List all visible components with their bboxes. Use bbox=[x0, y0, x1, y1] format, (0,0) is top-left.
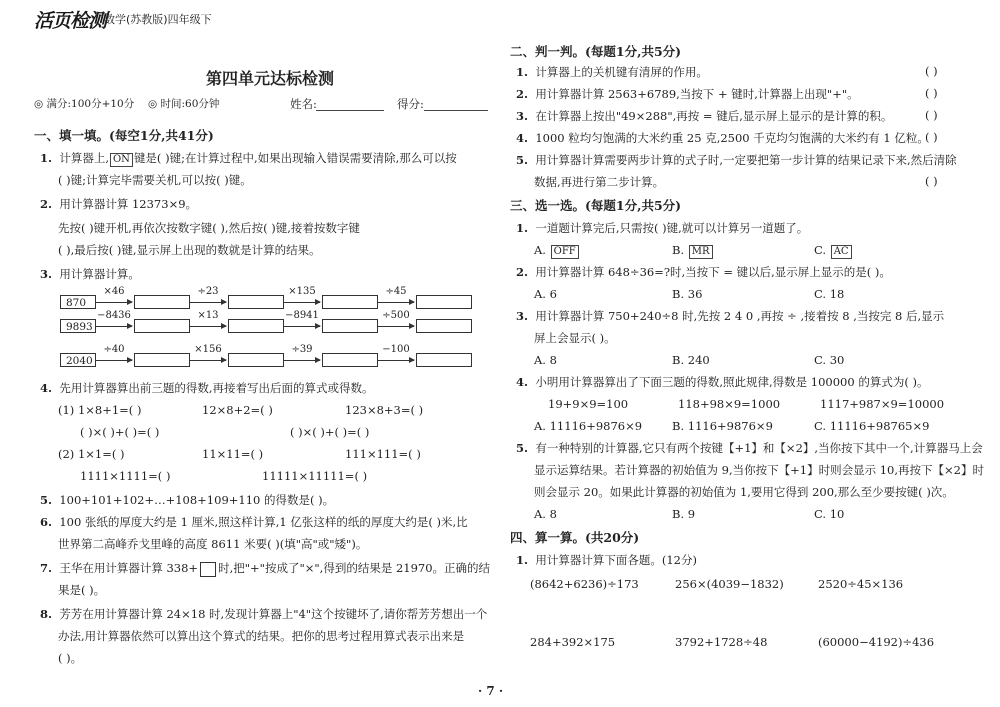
arrow-icon bbox=[378, 326, 414, 327]
choice-1-b[interactable]: B. MR bbox=[672, 242, 714, 259]
choice-1-c[interactable]: C. AC bbox=[814, 242, 853, 259]
chain-operation: ×13 bbox=[197, 310, 219, 321]
on-key-icon: ON bbox=[110, 153, 133, 167]
chain-start-box: 2040 bbox=[60, 353, 96, 367]
arrow-icon bbox=[284, 360, 320, 361]
choice-2: 2. 用计算器计算 648÷36=?时,当按下 = 键以后,显示屏上显示的是( )。 bbox=[516, 265, 891, 279]
choice-3: 3. 用计算器计算 750+240÷8 时,先按 2 4 0 ,再按 ÷ ,接着按 8 ,当按完 8 后,显示 bbox=[516, 309, 945, 323]
judge-1: 1. 计算器上的关机键有清屏的作用。 bbox=[516, 65, 708, 79]
chain-operation: ÷45 bbox=[385, 286, 407, 297]
calc-intro: 1. 用计算器计算下面各题。(12分) bbox=[516, 553, 697, 567]
choice-3-c[interactable]: C. 30 bbox=[814, 353, 845, 367]
choice-5-b[interactable]: B. 9 bbox=[672, 507, 696, 521]
chain-answer-box[interactable] bbox=[322, 319, 378, 333]
question-8-line-c: ( )。 bbox=[58, 651, 83, 665]
choice-2-b[interactable]: B. 36 bbox=[672, 287, 703, 301]
choice-4-c[interactable]: C. 11116+98765×9 bbox=[814, 419, 930, 433]
calc-2: 256×(4039−1832) bbox=[675, 577, 784, 591]
chain-answer-box[interactable] bbox=[228, 319, 284, 333]
question-2-line-b: ( ),最后按( )键,显示屏上出现的数就是计算的结果。 bbox=[58, 243, 321, 257]
q4-row2-b: ( )×( )+( )=( ) bbox=[290, 425, 370, 439]
chain-answer-box[interactable] bbox=[134, 295, 190, 309]
score-info: ◎ 满分:100分+10分 bbox=[34, 98, 135, 110]
arrow-icon bbox=[190, 326, 226, 327]
calc-6: (60000−4192)÷436 bbox=[818, 635, 935, 649]
name-field[interactable] bbox=[316, 110, 384, 111]
blank-box-icon[interactable] bbox=[200, 562, 216, 577]
chain-answer-box[interactable] bbox=[134, 353, 190, 367]
choice-1: 1. 一道题计算完后,只需按( )键,就可以计算另一道题了。 bbox=[516, 221, 809, 235]
choice-1-a[interactable]: A. OFF bbox=[534, 242, 580, 259]
section-3-title: 三、选一选。(每题1分,共5分) bbox=[510, 198, 682, 213]
choice-3-b[interactable]: B. 240 bbox=[672, 353, 710, 367]
page-number: · 7 · bbox=[478, 684, 504, 698]
choice-5-a[interactable]: A. 8 bbox=[534, 507, 557, 521]
chain-operation: ×135 bbox=[288, 286, 316, 297]
judge-1-answer[interactable]: ( ) bbox=[925, 64, 938, 78]
page-title: 第四单元达标检测 bbox=[206, 69, 335, 88]
judge-2-answer[interactable]: ( ) bbox=[925, 86, 938, 100]
chain-operation: ×156 bbox=[194, 344, 222, 355]
choice-5: 5. 有一种特别的计算器,它只有两个按键【+1】和【×2】,当你按下其中一个,计算器马上会 bbox=[516, 441, 983, 455]
question-4: 4. 先用计算器算出前三题的得数,再接着写出后面的算式或得数。 bbox=[40, 381, 374, 395]
q4-row4-a: 1111×1111=( ) bbox=[80, 469, 171, 483]
question-6-cont: 世界第二高峰乔戈里峰的高度 8611 米要( )(填"高"或"矮")。 bbox=[58, 537, 368, 551]
q4-row3-c: 111×111=( ) bbox=[345, 447, 421, 461]
section-4-title: 四、算一算。(共20分) bbox=[510, 530, 640, 545]
choice-5-c[interactable]: C. 10 bbox=[814, 507, 845, 521]
choice-3-cont: 屏上会显示( )。 bbox=[534, 331, 616, 345]
choice-4-b[interactable]: B. 1116+9876×9 bbox=[672, 419, 773, 433]
ac-key-icon: AC bbox=[831, 245, 852, 259]
question-1: 1. 计算器上, ON 键是( )键;在计算过程中,如果出现输入错误需要清除,那么可以按 bbox=[40, 151, 457, 165]
choice-5-line-c: 则会显示 20。如果此计算器的初始值为 1,要用它得到 200,那么至少要按键( )次。 bbox=[534, 485, 954, 499]
choice-3-a[interactable]: A. 8 bbox=[534, 353, 557, 367]
off-key-icon: OFF bbox=[551, 245, 579, 259]
question-2: 2. 用计算器计算 12373×9。 bbox=[40, 197, 198, 211]
chain-answer-box[interactable] bbox=[416, 353, 472, 367]
chain-operation: −8436 bbox=[97, 310, 131, 321]
arrow-icon bbox=[190, 302, 226, 303]
judge-5-cont: 数据,再进行第二步计算。 bbox=[534, 175, 665, 189]
chain-operation: ×46 bbox=[103, 286, 125, 297]
grade-field[interactable] bbox=[424, 110, 488, 111]
chain-answer-box[interactable] bbox=[134, 319, 190, 333]
question-1-cont: ( )键;计算完毕需要关机,可以按( )键。 bbox=[58, 173, 252, 187]
brand-logo: 活页检测 bbox=[34, 10, 107, 32]
arrow-icon bbox=[190, 360, 226, 361]
chain-start-box: 9893 bbox=[60, 319, 96, 333]
arrow-icon bbox=[378, 360, 414, 361]
subject-label: 数学(苏教版)四年级下 bbox=[104, 13, 212, 26]
question-2-line-a: 先按( )键开机,再依次按数字键( ),然后按( )键,接着按数字键 bbox=[58, 221, 360, 235]
mr-key-icon: MR bbox=[689, 245, 713, 259]
grade-label: 得分: bbox=[397, 97, 424, 111]
chain-start-box: 870 bbox=[60, 295, 96, 309]
q4-row3-b: 11×11=( ) bbox=[202, 447, 264, 461]
q4-row4-b: 11111×11111=( ) bbox=[262, 469, 368, 483]
arrow-icon bbox=[96, 326, 132, 327]
question-7-cont: 果是( )。 bbox=[58, 583, 106, 597]
chain-operation: ÷23 bbox=[197, 286, 219, 297]
chain-operation: ÷40 bbox=[103, 344, 125, 355]
q4-row2-a: ( )×( )+( )=( ) bbox=[80, 425, 160, 439]
arrow-icon bbox=[378, 302, 414, 303]
arrow-icon bbox=[284, 326, 320, 327]
calc-5: 3792+1728÷48 bbox=[675, 635, 768, 649]
choice-2-a[interactable]: A. 6 bbox=[534, 287, 557, 301]
question-8: 8. 芳芳在用计算器计算 24×18 时,发现计算器上"4"这个按键坏了,请你帮芳芳想出一个 bbox=[40, 607, 488, 621]
arrow-icon bbox=[284, 302, 320, 303]
chain-operation: −8941 bbox=[285, 310, 319, 321]
question-8-line-b: 办法,用计算器依然可以算出这个算式的结果。把你的思考过程用算式表示出来是 bbox=[58, 629, 465, 643]
chain-answer-box[interactable] bbox=[228, 353, 284, 367]
judge-5: 5. 用计算器计算需要两步计算的式子时,一定要把第一步计算的结果记录下来,然后清除 bbox=[516, 153, 957, 167]
chain-operation: ÷39 bbox=[291, 344, 313, 355]
choice-4-eq1: 19+9×9=100 bbox=[548, 397, 629, 411]
choice-4-eq3: 1117+987×9=10000 bbox=[820, 397, 945, 411]
chain-answer-box[interactable] bbox=[416, 319, 472, 333]
question-5: 5. 100+101+102+…+108+109+110 的得数是( )。 bbox=[40, 493, 335, 507]
chain-answer-box[interactable] bbox=[322, 295, 378, 309]
calc-4: 284+392×175 bbox=[530, 635, 616, 649]
q4-row1-c: 123×8+3=( ) bbox=[345, 403, 424, 417]
judge-4-answer[interactable]: ( ) bbox=[925, 130, 938, 144]
choice-5-line-b: 显示运算结果。若计算器的初始值为 9,当你按下【+1】时则会显示 10,再按下【×2】时 bbox=[534, 463, 984, 477]
arrow-icon bbox=[96, 302, 132, 303]
q4-row1-b: 12×8+2=( ) bbox=[202, 403, 273, 417]
q4-row1-a: (1) 1×8+1=( ) bbox=[58, 403, 142, 417]
choice-2-c[interactable]: C. 18 bbox=[814, 287, 845, 301]
choice-4-eq2: 118+98×9=1000 bbox=[678, 397, 781, 411]
arrow-icon bbox=[96, 360, 132, 361]
chain-answer-box[interactable] bbox=[322, 353, 378, 367]
chain-operation: −100 bbox=[382, 344, 410, 355]
section-1-title: 一、填一填。(每空1分,共41分) bbox=[34, 128, 214, 143]
judge-5-answer[interactable]: ( ) bbox=[925, 174, 938, 188]
judge-4: 4. 1000 粒均匀饱满的大米约重 25 克,2500 千克均匀饱满的大米约有 1 亿粒。 bbox=[516, 131, 929, 145]
choice-4: 4. 小明用计算器算出了下面三题的得数,照此规律,得数是 100000 的算式为( )。 bbox=[516, 375, 929, 389]
section-2-title: 二、判一判。(每题1分,共5分) bbox=[510, 44, 682, 59]
judge-3: 3. 在计算器上按出"49×288",再按 = 键后,显示屏上显示的是计算的积。 bbox=[516, 109, 893, 123]
question-7: 7. 王华在用计算器计算 338+ 时,把"+"按成了"×",得到的结果是 21970。正确的结 bbox=[40, 561, 491, 575]
judge-3-answer[interactable]: ( ) bbox=[925, 108, 938, 122]
judge-2: 2. 用计算器计算 2563+6789,当按下 + 键时,计算器上出现"+"。 bbox=[516, 87, 859, 101]
q4-row3-a: (2) 1×1=( ) bbox=[58, 447, 125, 461]
calc-1: (8642+6236)÷173 bbox=[530, 577, 639, 591]
name-label: 姓名: bbox=[290, 97, 317, 111]
chain-answer-box[interactable] bbox=[416, 295, 472, 309]
question-6: 6. 100 张纸的厚度大约是 1 厘米,照这样计算,1 亿张这样的纸的厚度大约是( )米,比 bbox=[40, 515, 468, 529]
chain-operation: ÷500 bbox=[382, 310, 410, 321]
question-3: 3. 用计算器计算。 bbox=[40, 267, 140, 281]
choice-4-a[interactable]: A. 11116+9876×9 bbox=[534, 419, 643, 433]
time-info: ◎ 时间:60分钟 bbox=[148, 98, 220, 110]
calc-3: 2520÷45×136 bbox=[818, 577, 904, 591]
chain-answer-box[interactable] bbox=[228, 295, 284, 309]
